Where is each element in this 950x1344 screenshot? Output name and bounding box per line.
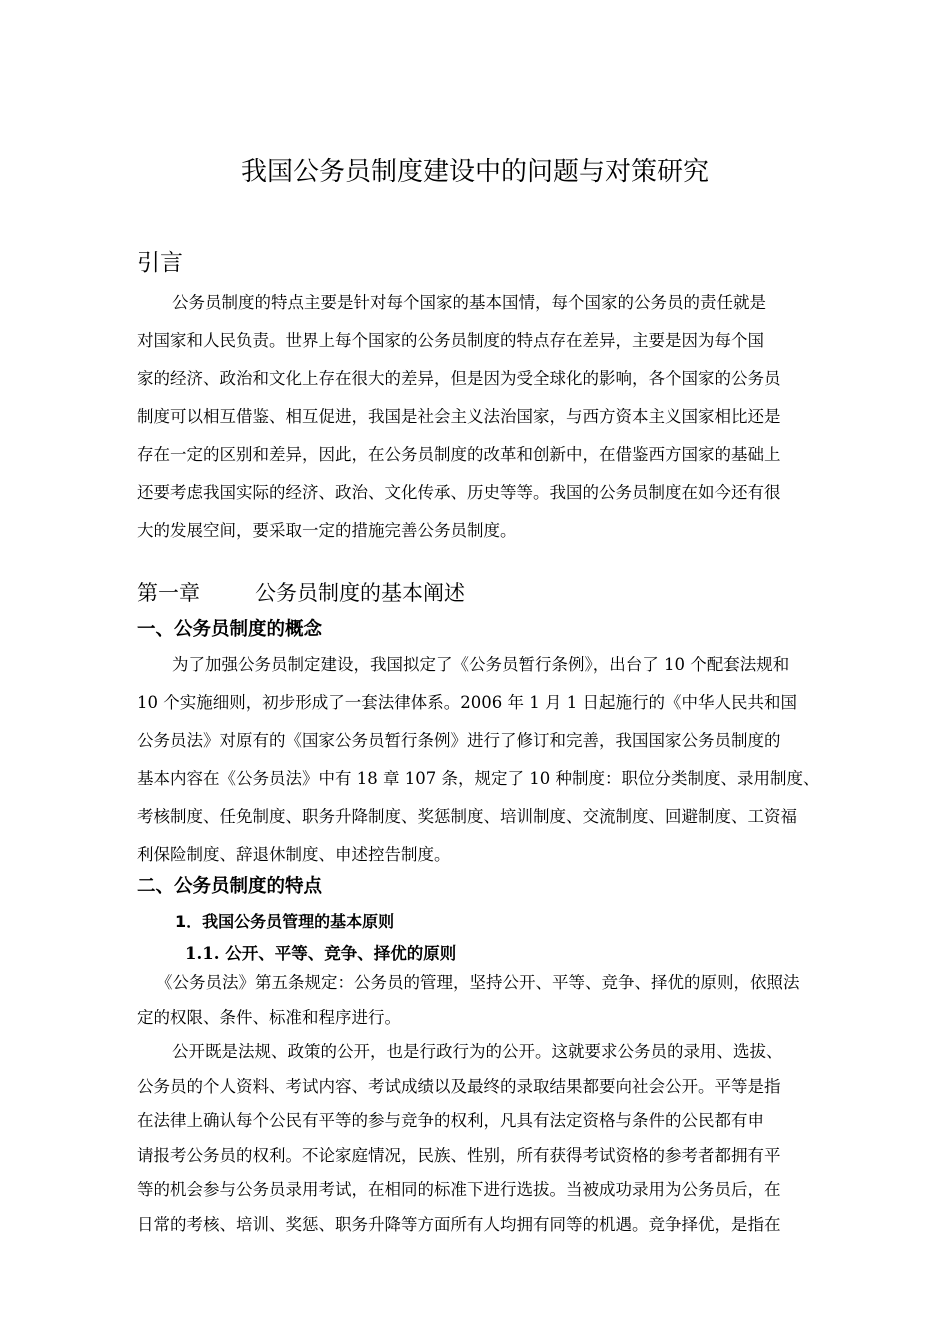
chapter-number: 第一章 (137, 581, 200, 605)
paragraph-line: 公务员法》对原有的《国家公务员暂行条例》进行了修订和完善，我国国家公务员制度的 (137, 731, 781, 750)
section2-paragraph (137, 966, 859, 1242)
paragraph-line: 公务员的个人资料、考试内容、考试成绩以及最终的录取结果都要向社会公开。平等是指 (137, 1076, 781, 1096)
paragraph-line: 利保险制度、辞退休制度、申述控告制度。 (137, 845, 451, 864)
paragraph-line: 大的发展空间，要采取一定的措施完善公务员制度。 (137, 521, 517, 540)
chapter-title: 公务员制度的基本阐述 (255, 581, 465, 605)
intro-heading: 引言 (137, 250, 183, 276)
paragraph-line: 为了加强公务员制定建设，我国拟定了《公务员暂行条例》，出台了 10 个配套法规和 (172, 655, 790, 674)
section1-paragraph (137, 646, 859, 874)
paragraph-line: 日常的考核、培训、奖惩、职务升降等方面所有人均拥有同等的机遇。竞争择优，是指在 (137, 1214, 781, 1234)
paragraph-line: 在法律上确认每个公民有平等的参与竞争的权利，凡具有法定资格与条件的公民都有申 (137, 1111, 764, 1130)
paragraph-line: 公务员制度的特点主要是针对每个国家的基本国情，每个国家的公务员的责任就是 (172, 293, 766, 312)
paragraph-line: 制度可以相互借鉴、相互促进，我国是社会主义法治国家，与西方资本主义国家相比还是 (137, 407, 781, 426)
paragraph-line: 家的经济、政治和文化上存在很大的差异，但是因为受全球化的影响，各个国家的公务员 (137, 369, 781, 388)
subsection-heading: 1．我国公务员管理的基本原则 (175, 912, 395, 931)
chapter-heading (137, 577, 465, 609)
paragraph-line: 请报考公务员的权利。不论家庭情况，民族、性别，所有获得考试资格的参考者都拥有平 (137, 1145, 781, 1165)
paragraph-line: 《公务员法》第五条规定：公务员的管理，坚持公开、平等、竞争、择优的原则，依照法 (156, 973, 800, 992)
paragraph-line: 10 个实施细则，初步形成了一套法律体系。2006 年 1 月 1 日起施行的《中华人民共和国 (137, 693, 797, 712)
paragraph-line: 考核制度、任免制度、职务升降制度、奖惩制度、培训制度、交流制度、回避制度、工资福 (137, 807, 797, 826)
paragraph-line: 存在一定的区别和差异，因此，在公务员制度的改革和创新中，在借鉴西方国家的基础上 (137, 445, 781, 464)
section-heading: 一、公务员制度的概念 (137, 619, 323, 640)
subsubsection-heading: 1.1. 公开、平等、竞争、择优的原则 (185, 944, 457, 963)
intro-paragraph (137, 284, 859, 550)
paragraph-line: 对国家和人民负责。世界上每个国家的公务员制度的特点存在差异，主要是因为每个国 (137, 331, 764, 350)
section-heading: 二、公务员制度的特点 (137, 876, 323, 897)
document-title: 我国公务员制度建设中的问题与对策研究 (240, 157, 709, 187)
paragraph-line: 还要考虑我国实际的经济、政治、文化传承、历史等等。我国的公务员制度在如今还有很 (137, 483, 781, 502)
paragraph-line: 定的权限、条件、标准和程序进行。 (137, 1007, 401, 1027)
paragraph-line: 等的机会参与公务员录用考试，在相同的标准下进行选拔。当被成功录用为公务员后，在 (137, 1180, 781, 1199)
paragraph-line: 公开既是法规、政策的公开，也是行政行为的公开。这就要求公务员的录用、选拔、 (172, 1042, 783, 1061)
paragraph-line: 基本内容在《公务员法》中有 18 章 107 条，规定了 10 种制度：职位分类制度、录用制度、 (137, 769, 820, 788)
